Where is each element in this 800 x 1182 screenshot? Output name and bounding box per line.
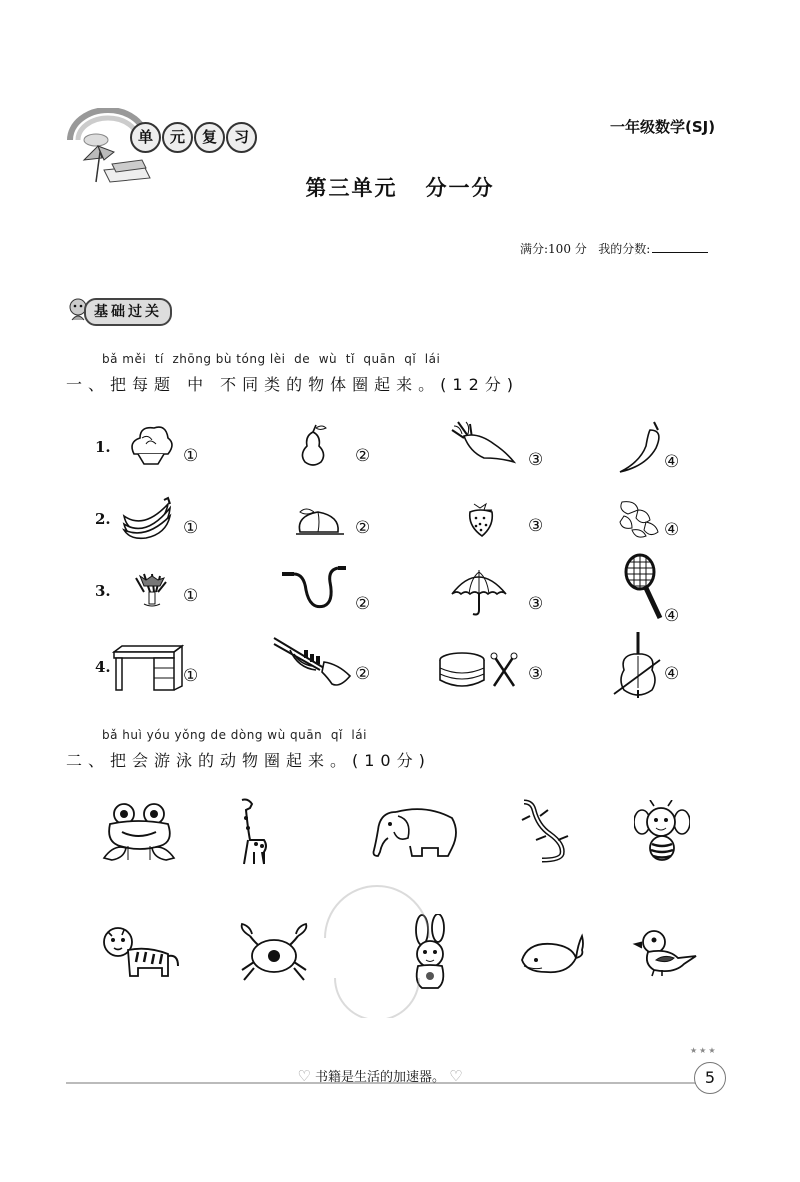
option-2-label[interactable]: ② bbox=[355, 664, 371, 684]
option-4-label[interactable]: ④ bbox=[664, 520, 680, 540]
option-2-label[interactable]: ② bbox=[355, 594, 371, 614]
option-3-label[interactable]: ③ bbox=[528, 664, 544, 684]
option-3-label[interactable]: ③ bbox=[528, 516, 544, 536]
row-number: 3. bbox=[95, 582, 111, 600]
q2-pinyin: bǎ huì yóu yǒng de dòng wù quān qǐ lái bbox=[102, 728, 367, 742]
option-2-label[interactable]: ② bbox=[355, 446, 371, 466]
grade-label: 一年级数学(SJ) bbox=[610, 118, 716, 136]
option-1-label[interactable]: ① bbox=[183, 446, 199, 466]
jump-rope-icon[interactable] bbox=[280, 566, 348, 612]
q1-title: 一、把每题 中 不同类的物体圈起来。(12分) bbox=[66, 375, 520, 394]
giraffe-icon[interactable] bbox=[232, 796, 272, 866]
badge-char: 单 bbox=[130, 122, 161, 153]
page-title: 第三单元 分一分 bbox=[305, 176, 495, 200]
row-number: 2. bbox=[95, 510, 111, 528]
watermark-stamp bbox=[305, 868, 445, 1018]
score-line bbox=[520, 240, 708, 257]
option-3-label[interactable]: ③ bbox=[528, 594, 544, 614]
option-2-label[interactable]: ② bbox=[355, 518, 371, 538]
heart-icon: ♡ bbox=[449, 1067, 463, 1085]
score-label: 满分:100 分 我的分数: bbox=[520, 242, 651, 256]
tiger-icon[interactable] bbox=[98, 924, 180, 982]
option-1-label[interactable]: ① bbox=[183, 586, 199, 606]
option-4-label[interactable]: ④ bbox=[664, 606, 680, 626]
cello-icon[interactable] bbox=[612, 630, 664, 700]
footer-motto bbox=[0, 1066, 760, 1085]
elephant-icon[interactable] bbox=[370, 806, 460, 858]
lizard-icon[interactable] bbox=[518, 798, 578, 864]
option-4-label[interactable]: ④ bbox=[664, 664, 680, 684]
chili-pepper-icon[interactable] bbox=[614, 418, 668, 474]
section-tag bbox=[66, 296, 176, 326]
tennis-racket-icon[interactable] bbox=[620, 552, 668, 624]
pear-icon[interactable] bbox=[296, 424, 330, 468]
desk-icon[interactable] bbox=[112, 644, 184, 692]
score-blank bbox=[652, 252, 708, 253]
stars-decoration-icon: ★★★ bbox=[690, 1046, 718, 1055]
row-number: 4. bbox=[95, 658, 111, 676]
banana-icon[interactable] bbox=[120, 496, 176, 540]
whale-icon[interactable] bbox=[516, 926, 586, 980]
peach-icon[interactable] bbox=[294, 504, 346, 538]
option-4-label[interactable]: ④ bbox=[664, 452, 680, 472]
drum-icon[interactable] bbox=[438, 650, 520, 690]
strawberry-icon[interactable] bbox=[464, 498, 498, 540]
frog-icon[interactable] bbox=[98, 802, 182, 864]
option-1-label[interactable]: ① bbox=[183, 518, 199, 538]
shuttlecock-icon[interactable] bbox=[130, 572, 170, 610]
q1-pinyin: bǎ měi tí zhōng bù tóng lèi de wù tǐ quān qǐ lái bbox=[102, 352, 441, 366]
crab-icon[interactable] bbox=[236, 922, 312, 982]
option-3-label[interactable]: ③ bbox=[528, 450, 544, 470]
badge-char: 复 bbox=[194, 122, 225, 153]
heart-icon: ♡ bbox=[297, 1067, 311, 1085]
cabbage-icon[interactable] bbox=[126, 424, 174, 466]
radish-icon[interactable] bbox=[448, 420, 518, 466]
bird-icon[interactable] bbox=[632, 928, 698, 978]
option-1-label[interactable]: ① bbox=[183, 666, 199, 686]
row-number: 1. bbox=[95, 438, 111, 456]
sausage-icon[interactable] bbox=[616, 494, 666, 540]
bee-icon[interactable] bbox=[634, 800, 690, 864]
motto-text: 书籍是生活的加速器。 bbox=[314, 1070, 445, 1085]
trumpet-icon[interactable] bbox=[270, 632, 354, 694]
section-label: 基础过关 bbox=[84, 298, 172, 326]
page-number: 5 bbox=[694, 1062, 726, 1094]
badge-char: 习 bbox=[226, 122, 257, 153]
umbrella-icon[interactable] bbox=[448, 566, 510, 618]
q2-title: 二、把会游泳的动物圈起来。(10分) bbox=[66, 751, 431, 770]
badge-char: 元 bbox=[162, 122, 193, 153]
